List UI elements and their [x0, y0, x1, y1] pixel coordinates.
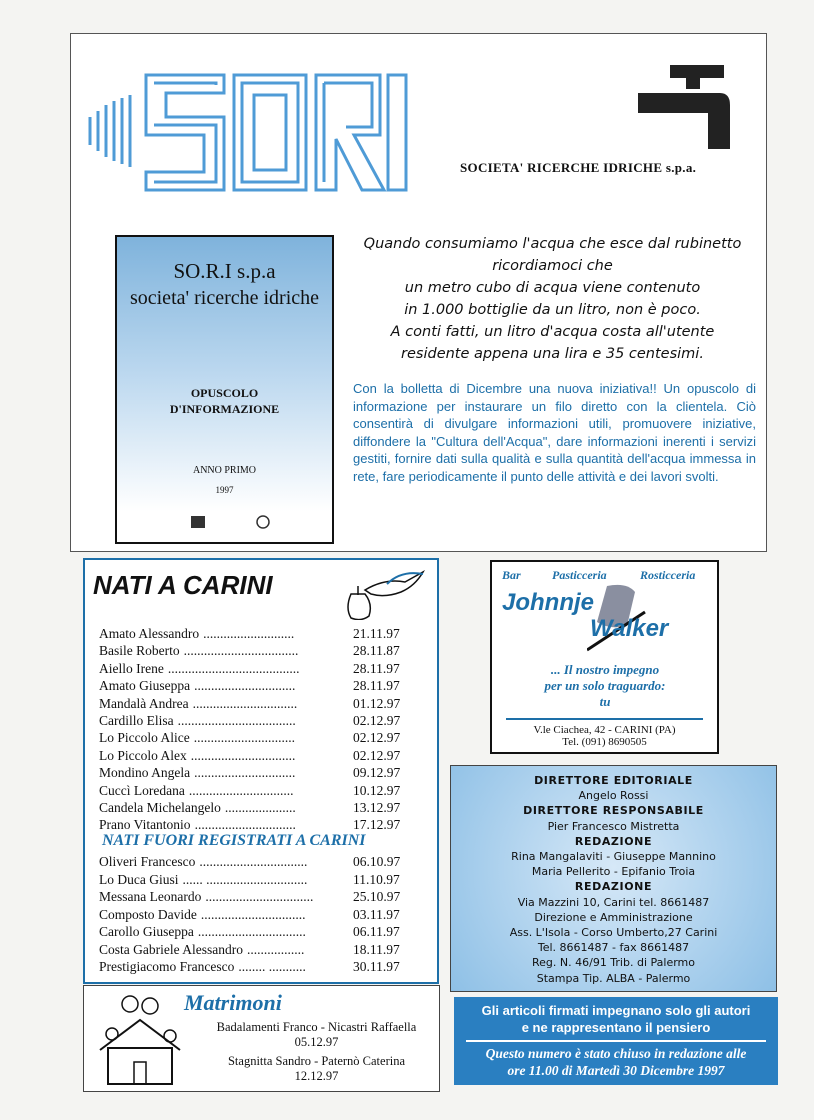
birth-name: Mandalà Andrea	[99, 695, 189, 711]
staff-line: Tel. 8661487 - fax 8661487	[537, 941, 690, 955]
leader-dots: .......................................	[167, 660, 300, 676]
closing-line: ore 11.00 di Martedì 30 Dicembre 1997	[507, 1063, 725, 1078]
birth-name: Amato Alessandro	[99, 626, 200, 641]
birth-name: Lo Duca Giusi	[99, 871, 179, 887]
birth-name: Prestigiacomo Francesco	[99, 959, 235, 974]
birth-date: 01.12.97	[353, 695, 401, 711]
staff-line: Via Mazzini 10, Carini tel. 8661487	[517, 895, 710, 909]
birth-entry	[99, 678, 429, 694]
ad-brand-line2: Walker	[590, 615, 669, 642]
weddings-box	[83, 985, 440, 1092]
crest-icon	[190, 515, 206, 529]
birth-entry	[99, 730, 429, 746]
leader-dots: ...................................	[177, 713, 296, 728]
ad-category: Pasticceria	[552, 568, 607, 582]
ad-contact	[492, 724, 717, 748]
leader-dots: .....................	[224, 800, 296, 815]
booklet-edition: ANNO PRIMO	[192, 465, 257, 476]
ad-category: Rosticceria	[640, 568, 696, 582]
quote-line: residente appena una lira e 35 centesimi.	[401, 346, 704, 362]
births-outside-title: NATI FUORI REGISTRATI A CARINI	[102, 832, 366, 849]
birth-entry	[99, 748, 429, 764]
weddings-title: Matrimoni	[184, 990, 282, 1015]
birth-entry	[99, 959, 429, 975]
leader-dots: ................................	[197, 924, 306, 939]
leader-dots: .................	[246, 941, 305, 957]
birth-entry	[99, 924, 429, 940]
birth-date: 06.11.97	[353, 924, 400, 939]
leader-dots: ..............................	[194, 678, 296, 694]
birth-entry	[99, 889, 429, 905]
birth-entry	[99, 626, 429, 642]
birth-entry	[99, 872, 429, 888]
leader-dots: ...........................	[203, 626, 295, 641]
johnnje-walker-ad	[490, 560, 719, 754]
leader-dots: ................................	[199, 854, 308, 869]
wedding-date: 05.12.97	[294, 1035, 339, 1049]
staff-line: Direzione e Amministrazione	[534, 910, 693, 924]
wedding-entry	[199, 1054, 434, 1084]
quote-line: ricordiamoci che	[492, 258, 613, 274]
leader-dots: ...............................	[200, 906, 306, 922]
birth-name: Cardillo Elisa	[99, 713, 174, 728]
birth-name: Oliveri Francesco	[99, 854, 196, 869]
booklet-heading	[117, 385, 332, 417]
birth-date: 02.12.97	[353, 713, 401, 728]
birth-date: 18.11.97	[353, 941, 400, 957]
birth-date: 11.10.97	[353, 871, 400, 887]
staff-line: Pier Francesco Mistretta	[547, 819, 680, 833]
birth-name: Candela Michelangelo	[99, 800, 221, 815]
birth-name: Prano Vitantonio	[99, 817, 191, 833]
birth-name: Mondino Angela	[99, 765, 191, 781]
births-title: NATI A CARINI	[93, 570, 273, 600]
birth-name: Carollo Giuseppa	[99, 924, 194, 939]
staff-line: Stampa Tip. ALBA - Palermo	[536, 971, 691, 985]
birth-name: Aiello Irene	[99, 660, 164, 676]
staff-line: Ass. L'Isola - Corso Umberto,27 Carini	[509, 926, 718, 939]
leader-dots: ................................	[205, 889, 314, 904]
birth-entry	[99, 713, 429, 729]
ad-divider	[506, 718, 703, 720]
info-paragraph: Con la bolletta di Dicembre una nuova iniziativa!! Un opuscolo di informazione per instaurare un filo diretto con la clientela. Ciò consentirà di divulgare informazioni utili, promuovere iniziative, diffondere la "Cultura dell'Acqua", dare informazioni inerenti i servizi gestiti, fornire dati sulla qualità e sulla quantità dell'acqua immessa in rete, fare periodicamente il punto delle attività e dei lavori svolti.	[353, 381, 756, 484]
quote-line: A conti fatti, un litro d'acqua costa all'utente	[390, 324, 715, 340]
wedding-entry	[199, 1020, 434, 1050]
booklet-year: 1997	[215, 485, 234, 495]
birth-date: 25.10.97	[353, 889, 401, 904]
ad-category: Bar	[502, 568, 521, 582]
birth-entry	[99, 765, 429, 781]
ad-slogan-line: ... Il nostro impegno	[550, 662, 660, 677]
disclaimer-line: Gli articoli firmati impegnano solo gli autori	[481, 1003, 751, 1018]
birth-name: Composto Davide	[99, 906, 197, 922]
birth-entry	[99, 783, 429, 799]
wedding-house-icon	[90, 990, 190, 1088]
leader-dots: ..............................	[193, 730, 295, 746]
editorial-staff-box	[450, 765, 777, 992]
quote-line: un metro cubo di acqua viene contenuto	[404, 280, 701, 296]
birth-date: 28.11.97	[353, 678, 400, 694]
birth-entry	[99, 643, 429, 659]
disclaimer-text	[454, 1002, 778, 1036]
birth-date: 21.11.97	[353, 626, 400, 641]
birth-entry	[99, 907, 429, 923]
birth-date: 02.12.97	[353, 747, 401, 763]
staff-line: Rina Mangalaviti - Giuseppe Mannino	[511, 850, 716, 863]
booklet-cover	[115, 235, 334, 544]
leader-dots: ........ ...........	[238, 959, 306, 974]
staff-line: REDAZIONE	[574, 834, 653, 848]
closing-line: Questo numero è stato chiuso in redazione alle	[485, 1046, 747, 1061]
ad-phone: Tel. (091) 8690505	[562, 736, 647, 748]
birth-entry	[99, 817, 429, 833]
quote-line: Quando consumiamo l'acqua che esce dal rubinetto	[363, 236, 742, 252]
booklet-title-line2: societa' ricerche idriche	[129, 287, 320, 309]
birth-date: 09.12.97	[353, 765, 401, 781]
ad-brand-line1: Johnnje	[502, 589, 595, 616]
sori-logo	[84, 65, 410, 200]
birth-date: 06.10.97	[353, 854, 401, 869]
birth-date: 17.12.97	[353, 817, 401, 833]
birth-name: Amato Giuseppa	[99, 678, 191, 694]
closing-note	[454, 1045, 778, 1079]
ad-brand	[502, 590, 712, 642]
birth-date: 02.12.97	[353, 730, 401, 746]
disclaimer-divider	[466, 1040, 766, 1042]
staff-line: REDAZIONE	[574, 880, 653, 894]
wedding-date: 12.12.97	[294, 1069, 339, 1083]
birth-entry	[99, 942, 429, 958]
booklet-heading-line1: OPUSCOLO	[190, 386, 259, 400]
disclaimer-line: e ne rappresentano il pensiero	[521, 1020, 711, 1035]
birth-name: Lo Piccolo Alex	[99, 747, 187, 763]
birth-name: Costa Gabriele Alessandro	[99, 941, 243, 957]
birth-date: 28.11.87	[353, 643, 400, 659]
births-list	[83, 558, 435, 980]
company-name: SOCIETA' RICERCHE IDRICHE s.p.a.	[460, 160, 697, 175]
birth-entry	[99, 696, 429, 712]
leader-dots: ...............................	[192, 695, 298, 711]
birth-name: Cuccì Loredana	[99, 782, 185, 798]
staff-line: Maria Pellerito - Epifanio Troia	[531, 865, 696, 879]
staff-line: DIRETTORE EDITORIALE	[534, 774, 693, 787]
ad-slogan-line: per un solo traguardo:	[544, 678, 666, 693]
staff-line: DIRETTORE RESPONSABILE	[523, 804, 704, 818]
birth-date: 28.11.97	[353, 660, 400, 676]
birth-entry	[99, 661, 429, 677]
birth-name: Basile Roberto	[99, 643, 180, 659]
ad-slogan	[500, 662, 710, 710]
birth-name: Messana Leonardo	[99, 889, 202, 904]
ad-slogan-line: tu	[599, 694, 611, 709]
booklet-title-line1: SO.R.I s.p.a	[173, 259, 276, 283]
ad-address: V.le Ciachea, 42 - CARINI (PA)	[533, 724, 676, 736]
tap-icon	[638, 63, 733, 151]
crest-icon	[255, 515, 271, 529]
wedding-couple: Badalamenti Franco - Nicastri Raffaella	[216, 1020, 417, 1034]
disclaimer-box	[454, 997, 778, 1085]
leader-dots: ...... ..............................	[182, 871, 308, 887]
birth-name: Lo Piccolo Alice	[99, 730, 190, 746]
staff-line: Angelo Rossi	[578, 789, 649, 803]
birth-date: 03.11.97	[353, 906, 400, 922]
leader-dots: ...............................	[190, 747, 296, 763]
water-quote	[350, 233, 755, 365]
birth-date: 13.12.97	[353, 800, 401, 815]
wedding-couple: Stagnitta Sandro - Paternò Caterina	[227, 1054, 406, 1068]
booklet-heading-line2: D'INFORMAZIONE	[169, 402, 280, 416]
quote-line: in 1.000 bottiglie da un litro, non è poco.	[404, 302, 701, 318]
birth-entry	[99, 854, 429, 870]
leader-dots: ..............................	[194, 765, 296, 781]
leader-dots: ..................................	[183, 643, 299, 659]
birth-entry	[99, 800, 429, 816]
birth-date: 30.11.97	[353, 959, 400, 974]
leader-dots: ...............................	[188, 782, 294, 798]
birth-date: 10.12.97	[353, 782, 401, 798]
leader-dots: ..............................	[194, 817, 296, 833]
staff-line: Reg. N. 46/91 Trib. di Palermo	[532, 956, 695, 970]
